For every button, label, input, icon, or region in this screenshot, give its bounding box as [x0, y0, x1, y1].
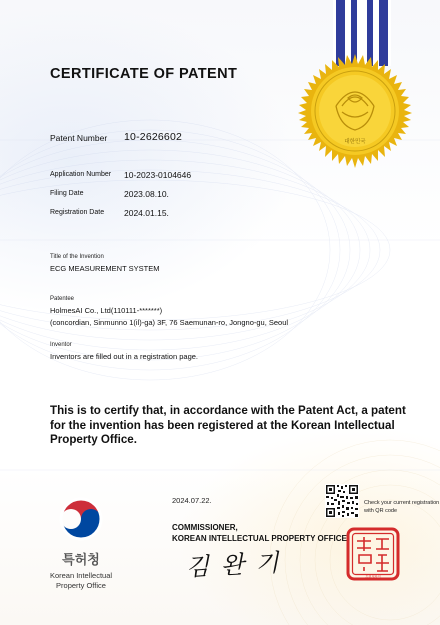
patent-number-row: [50, 131, 183, 143]
application-number-label: Application Number: [50, 171, 112, 178]
registration-date-value: 2024.01.15.: [124, 208, 169, 218]
certificate-title: CERTIFICATE OF PATENT: [50, 66, 238, 82]
filing-date-value: 2023.08.10.: [124, 189, 169, 199]
patent-number-value: 10-2626602: [124, 131, 183, 143]
commissioner-line2: KOREAN INTELLECTUAL PROPERTY OFFICE: [172, 534, 347, 543]
seal-text: 대한민국: [344, 139, 366, 145]
patent-number-label: Patent Number: [50, 133, 108, 143]
office-name-english-line1: Korean Intellectual: [49, 571, 113, 580]
office-name-english-line2: Property Office: [56, 581, 106, 590]
patentee-name: HolmesAI Co., Ltd(110111-*******): [50, 306, 163, 315]
stamp-text: 특허청장인: [365, 575, 381, 579]
signature-icon: [184, 546, 294, 582]
office-name-english: [36, 571, 126, 591]
red-seal-stamp-icon: [346, 527, 400, 581]
office-name-korean: 특허청: [62, 552, 100, 567]
commissioner-line1: COMMISSIONER,: [172, 523, 238, 532]
patentee-address: (concordian, Sinmunno 1(il)-ga) 3F, 76 Saemunan-ro, Jongno-gu, Seoul: [50, 318, 289, 327]
signature-text: 김 완 기: [185, 548, 282, 582]
issue-date: 2024.07.22.: [172, 496, 212, 505]
registration-date-label: Registration Date: [50, 209, 105, 216]
application-number-row: [50, 170, 192, 180]
filing-date-label: Filing Date: [50, 190, 84, 197]
patentee-label: Patentee: [50, 296, 75, 302]
application-number-value: 10-2023-0104646: [124, 170, 192, 180]
qr-code-icon[interactable]: [325, 484, 359, 518]
invention-title-value: ECG MEASUREMENT SYSTEM: [50, 264, 160, 273]
certification-statement: This is to certify that, in accordance with the Patent Act, a patent for the invention has been registered at the Korean Intellectual Property Office.: [50, 404, 406, 446]
filing-date-row: [50, 189, 169, 199]
commissioner-title: [172, 522, 347, 544]
taegeuk-emblem-icon: [56, 494, 106, 544]
gold-seal-icon: [296, 52, 414, 170]
registration-date-row: [50, 208, 169, 218]
invention-title-label: Title of the Invention: [50, 254, 104, 260]
inventor-value: Inventors are filled out in a registration page.: [50, 352, 199, 361]
qr-note: Check your current registration with QR code: [364, 500, 440, 514]
inventor-label: Inventor: [50, 342, 72, 348]
